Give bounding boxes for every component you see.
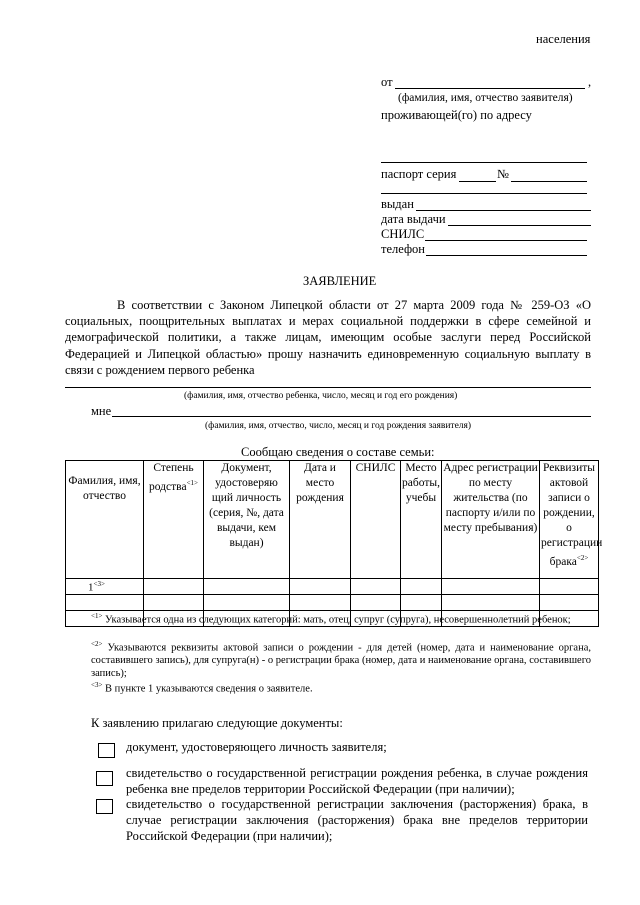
table-cell[interactable] xyxy=(290,594,351,610)
table-cell[interactable] xyxy=(540,579,599,595)
from-comma: , xyxy=(588,75,592,89)
col-header-address: Адрес регистрации по месту жительства (по паспорту и/или по месту пребывания) xyxy=(442,461,540,579)
footnote-2-text: Указываются реквизиты актовой записи о рождении - для детей (номер, дата и наименование органа, составившего запись), для супруга(н) - о регистрации брака (номер, дата и наименование органа, составившего запись); xyxy=(91,642,591,679)
footnote-3-text: В пункте 1 указываются сведения о заявителе. xyxy=(105,683,313,695)
snils-line[interactable] xyxy=(425,240,587,241)
me-hint: (фамилия, имя, отчество, число, месяц и год рождения заявителя) xyxy=(205,421,472,431)
passport-label: паспорт серия xyxy=(381,167,457,181)
table-cell[interactable] xyxy=(204,594,290,610)
passport-number-label: № xyxy=(497,167,509,181)
passport-series-line[interactable] xyxy=(459,181,496,182)
table-cell[interactable] xyxy=(401,594,442,610)
col-header-birth: Дата и место рождения xyxy=(290,461,351,579)
body-paragraph xyxy=(65,297,591,378)
phone-label: телефон xyxy=(381,242,425,256)
footnote-1-text: Указывается одна из следующих категорий: мать, отец, супруг (супруга), несовершеннолетний ребенок; xyxy=(105,614,571,626)
col-header-relation-note: <1> xyxy=(186,479,198,487)
me-label: мне xyxy=(91,404,112,418)
table-header-row xyxy=(66,461,599,579)
document-item-2: свидетельство о государственной регистрации рождения ребенка, в случае рождения ребенка вне пределов территории Российской Федерации (при наличии); xyxy=(126,766,588,796)
row-number: 1 xyxy=(88,581,94,594)
col-header-records-text: Реквизиты актовой записи о рождении, о регистрации брака xyxy=(541,462,603,568)
recipient-tail: населения xyxy=(536,32,591,46)
row-number-cell[interactable] xyxy=(66,579,144,595)
col-header-work: Место работы, учебы xyxy=(401,461,442,579)
table-cell[interactable] xyxy=(144,594,204,610)
footnote-1-mark: <1> xyxy=(91,612,103,620)
me-line[interactable] xyxy=(112,416,591,417)
family-table xyxy=(65,460,603,627)
col-header-name: Фамилия, имя, отчество xyxy=(66,461,144,579)
issue-date-label: дата выдачи xyxy=(381,212,446,226)
row-number-note: <3> xyxy=(93,580,105,588)
col-header-relation-text: Степень родства xyxy=(149,462,194,493)
issued-label: выдан xyxy=(381,197,414,211)
col-header-snils: СНИЛС xyxy=(351,461,401,579)
col-header-id-document: Документ, удостоверяю щий личность (серия, №, дата выдачи, кем выдан) xyxy=(204,461,290,579)
phone-line[interactable] xyxy=(426,255,587,256)
footnote-2 xyxy=(91,638,591,680)
document-item-1: документ, удостоверяющего личность заявителя; xyxy=(126,740,387,754)
table-cell[interactable] xyxy=(204,579,290,595)
residing-label: проживающей(го) по адресу xyxy=(381,108,532,122)
table-row xyxy=(66,579,599,595)
passport-number-line[interactable] xyxy=(511,181,587,182)
table-cell[interactable] xyxy=(442,594,540,610)
col-header-records xyxy=(540,461,603,579)
address-line[interactable] xyxy=(381,162,587,163)
issue-date-line[interactable] xyxy=(448,225,591,226)
footnote-2-mark: <2> xyxy=(91,640,103,648)
applicant-hint: (фамилия, имя, отчество заявителя) xyxy=(398,92,573,104)
document-checkbox-3[interactable] xyxy=(96,799,113,814)
from-label: от xyxy=(381,75,393,89)
footnote-3-mark: <3> xyxy=(91,681,103,689)
snils-label: СНИЛС xyxy=(381,227,425,241)
document-checkbox-2[interactable] xyxy=(96,771,113,786)
body-text: В соответствии с Законом Липецкой области от 27 марта 2009 года № 259-ОЗ «О социальных, поощрительных выплатах и мерах социальной поддержки в сфере семейной и демографической политики, а также лицам, имеющим особые заслуги перед Российской Федерацией и Липецкой областью» прошу назначить единовременную социальную выплату в связи с рождением первого ребенка xyxy=(65,298,591,377)
col-header-relation xyxy=(144,461,204,579)
issued-line[interactable] xyxy=(416,210,591,211)
document-checkbox-1[interactable] xyxy=(98,743,115,758)
child-hint: (фамилия, имя, отчество ребенка, число, месяц и год его рождения) xyxy=(184,391,458,401)
table-cell[interactable] xyxy=(351,579,401,595)
footnote-3 xyxy=(91,679,591,696)
attachments-intro: К заявлению прилагаю следующие документы: xyxy=(91,716,343,730)
passport-extra-line[interactable] xyxy=(381,193,587,194)
table-cell[interactable] xyxy=(540,594,599,610)
table-cell[interactable] xyxy=(66,594,144,610)
table-cell[interactable] xyxy=(401,579,442,595)
table-cell[interactable] xyxy=(351,594,401,610)
col-header-records-note: <2> xyxy=(576,554,589,562)
table-cell[interactable] xyxy=(442,579,540,595)
table-row xyxy=(66,594,599,610)
table-cell[interactable] xyxy=(144,579,204,595)
child-line[interactable] xyxy=(65,387,591,388)
from-line[interactable] xyxy=(395,88,585,89)
document-item-3: свидетельство о государственной регистрации заключения (расторжения) брака, в случае регистрации заключения (расторжения) брака вне пределов территории Российской Федерации (при наличии); xyxy=(126,797,588,843)
page-title: ЗАЯВЛЕНИЕ xyxy=(303,274,377,288)
family-caption: Сообщаю сведения о составе семьи: xyxy=(241,445,435,459)
footnote-1 xyxy=(91,610,591,627)
table-cell[interactable] xyxy=(290,579,351,595)
